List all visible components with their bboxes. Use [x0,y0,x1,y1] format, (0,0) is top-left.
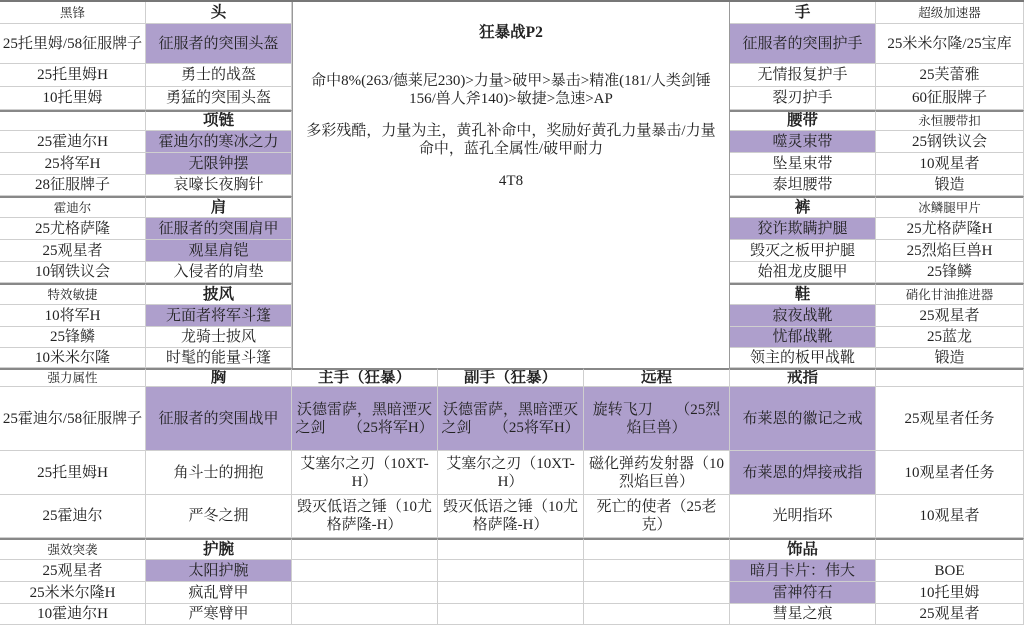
item-name-cell[interactable]: 狡诈欺瞒护腿 [730,218,876,240]
item-name-cell[interactable]: 忧郁战靴 [730,327,876,348]
item-source-cell[interactable]: 25观星者任务 [876,387,1024,451]
item-name-cell[interactable]: 观星肩铠 [146,240,292,262]
item-source-cell[interactable]: 25观星者 [0,560,146,582]
slot-header-cell[interactable]: 肩 [146,196,292,218]
item-source-cell[interactable]: 25托里姆H [0,451,146,495]
item-name-cell[interactable]: 霍迪尔的寒冰之力 [146,131,292,153]
empty-cell[interactable] [438,604,584,625]
item-name-cell[interactable]: 无情报复护手 [730,64,876,87]
item-name-cell[interactable]: 裂刃护手 [730,87,876,110]
weapon-item-cell[interactable]: 艾塞尔之刃（10XT-H） [292,451,438,495]
empty-cell[interactable] [438,538,584,560]
item-source-cell[interactable]: 28征服牌子 [0,175,146,196]
item-source-cell[interactable]: 25芙蕾雅 [876,64,1024,87]
item-name-cell[interactable]: 布莱恩的焊接戒指 [730,451,876,495]
item-source-cell[interactable]: 10米米尔隆 [0,348,146,368]
item-source-cell[interactable]: 10钢铁议会 [0,262,146,283]
empty-cell[interactable] [438,560,584,582]
slot-header-cell[interactable]: 饰品 [730,538,876,560]
item-name-cell[interactable]: 光明指环 [730,495,876,538]
item-source-cell[interactable]: 25观星者 [0,240,146,262]
slot-header-cell[interactable]: 头 [146,2,292,24]
item-source-cell[interactable]: 10托里姆 [876,582,1024,604]
section-note-cell[interactable]: 强效突袭 [0,538,146,560]
item-source-cell[interactable]: 25托里姆/58征服牌子 [0,24,146,64]
weapon-slot-header[interactable]: 远程 [584,368,730,387]
section-note-cell[interactable]: 黑锋 [0,2,146,24]
item-name-cell[interactable]: 无面者将军斗篷 [146,305,292,327]
section-note-cell[interactable]: 硝化甘油推进器 [876,283,1024,305]
item-name-cell[interactable]: 雷神符石 [730,582,876,604]
section-note-cell[interactable]: 永恒腰带扣 [876,110,1024,131]
weapon-item-cell[interactable]: 毁灭低语之锤（10尤格萨隆-H） [438,495,584,538]
item-name-cell[interactable]: 疯乱臂甲 [146,582,292,604]
empty-cell[interactable] [438,582,584,604]
item-source-cell[interactable]: 25米米尔隆H [0,582,146,604]
item-name-cell[interactable]: 征服者的突围战甲 [146,387,292,451]
item-source-cell[interactable]: 10观星者 [876,495,1024,538]
item-name-cell[interactable]: 龙骑士披风 [146,327,292,348]
item-name-cell[interactable]: 太阳护腕 [146,560,292,582]
item-name-cell[interactable]: 时髦的能量斗篷 [146,348,292,368]
weapon-item-cell[interactable]: 死亡的使者（25老克） [584,495,730,538]
item-name-cell[interactable]: 严寒臂甲 [146,604,292,625]
item-source-cell[interactable]: 10托里姆 [0,87,146,110]
empty-cell[interactable] [292,604,438,625]
item-name-cell[interactable]: 坠星束带 [730,153,876,175]
weapon-item-cell[interactable]: 艾塞尔之刃（10XT-H） [438,451,584,495]
item-name-cell[interactable]: 勇士的战盔 [146,64,292,87]
weapon-item-cell[interactable]: 旋转飞刀 （25烈焰巨兽） [584,387,730,451]
item-source-cell[interactable]: 25米米尔隆/25宝库 [876,24,1024,64]
item-source-cell[interactable]: 10霍迪尔H [0,604,146,625]
item-source-cell[interactable]: 25尤格萨隆H [876,218,1024,240]
item-source-cell[interactable]: 25霍迪尔 [0,495,146,538]
weapon-item-cell[interactable]: 沃德雷萨，黑暗湮灭之剑 （25将军H） [438,387,584,451]
slot-header-cell[interactable]: 手 [730,2,876,24]
weapon-item-cell[interactable]: 磁化弹药发射器（10烈焰巨兽） [584,451,730,495]
item-name-cell[interactable]: 征服者的突围头盔 [146,24,292,64]
slot-header-cell[interactable]: 护腕 [146,538,292,560]
item-name-cell[interactable]: 始祖龙皮腿甲 [730,262,876,283]
empty-cell[interactable] [584,604,730,625]
empty-cell[interactable] [584,560,730,582]
empty-cell[interactable] [584,538,730,560]
section-note-cell[interactable] [0,110,146,131]
item-source-cell[interactable]: 25观星者 [876,305,1024,327]
item-name-cell[interactable]: 征服者的突围护手 [730,24,876,64]
weapon-slot-header[interactable]: 副手（狂暴） [438,368,584,387]
item-name-cell[interactable]: 暗月卡片：伟大 [730,560,876,582]
slot-header-cell[interactable]: 胸 [146,368,292,387]
section-note-cell[interactable]: 特效敏捷 [0,283,146,305]
item-name-cell[interactable]: 布莱恩的徽记之戒 [730,387,876,451]
slot-header-cell[interactable]: 裤 [730,196,876,218]
item-source-cell[interactable]: 25将军H [0,153,146,175]
section-note-cell[interactable]: 强力属性 [0,368,146,387]
slot-header-cell[interactable]: 戒指 [730,368,876,387]
weapon-slot-header[interactable]: 主手（狂暴） [292,368,438,387]
empty-cell[interactable] [584,582,730,604]
section-note-cell[interactable]: 冰鳞腿甲片 [876,196,1024,218]
empty-cell[interactable] [292,538,438,560]
gem-advice: 多彩残酷，力量为主，黄孔补命中，奖励好黄孔力量暴击/力量命中，蓝孔全属性/破甲耐力 [306,123,716,157]
item-source-cell[interactable]: 25尤格萨隆 [0,218,146,240]
slot-header-cell[interactable]: 鞋 [730,283,876,305]
notes-cell[interactable] [292,64,730,368]
item-source-cell[interactable]: 25烈焰巨兽H [876,240,1024,262]
item-source-cell[interactable]: 10观星者 [876,153,1024,175]
item-name-cell[interactable]: 严冬之拥 [146,495,292,538]
section-note-cell[interactable] [876,538,1024,560]
item-source-cell[interactable]: 25观星者 [876,604,1024,625]
item-source-cell[interactable]: 60征服牌子 [876,87,1024,110]
item-name-cell[interactable]: 勇猛的突围头盔 [146,87,292,110]
section-note-cell[interactable] [876,368,1024,387]
weapon-item-cell[interactable]: 毁灭低语之锤（10尤格萨隆-H） [292,495,438,538]
item-name-cell[interactable]: 毁灭之板甲护腿 [730,240,876,262]
item-name-cell[interactable]: 彗星之痕 [730,604,876,625]
set-bonus: 4T8 [498,173,524,189]
item-name-cell[interactable]: 哀嚎长夜胸针 [146,175,292,196]
item-source-cell[interactable]: 25霍迪尔H [0,131,146,153]
weapon-item-cell[interactable]: 沃德雷萨，黑暗湮灭之剑 （25将军H） [292,387,438,451]
item-source-cell[interactable]: 25霍迪尔/58征服牌子 [0,387,146,451]
item-source-cell[interactable]: 25锋鳞 [876,262,1024,283]
item-source-cell[interactable]: 10将军H [0,305,146,327]
item-source-cell[interactable]: 25蓝龙 [876,327,1024,348]
item-source-cell[interactable]: 锻造 [876,175,1024,196]
item-source-cell[interactable]: 25锋鳞 [0,327,146,348]
item-name-cell[interactable]: 寂夜战靴 [730,305,876,327]
item-source-cell[interactable]: 25托里姆H [0,64,146,87]
item-name-cell[interactable]: 角斗士的拥抱 [146,451,292,495]
section-note-cell[interactable]: 霍迪尔 [0,196,146,218]
item-name-cell[interactable]: 无限钟摆 [146,153,292,175]
empty-cell[interactable] [292,560,438,582]
item-source-cell[interactable]: 10观星者任务 [876,451,1024,495]
slot-header-cell[interactable]: 腰带 [730,110,876,131]
item-name-cell[interactable]: 泰坦腰带 [730,175,876,196]
sheet-title[interactable]: 狂暴战P2 [292,2,730,64]
item-source-cell[interactable]: BOE [876,560,1024,582]
item-source-cell[interactable]: 25钢铁议会 [876,131,1024,153]
stat-priority: 命中8%(263/德莱尼230)>力量>破甲>暴击>精准(181/人类剑锤156/兽人斧140)>敏捷>急速>AP [311,73,711,107]
slot-header-cell[interactable]: 项链 [146,110,292,131]
slot-header-cell[interactable]: 披风 [146,283,292,305]
item-name-cell[interactable]: 征服者的突围肩甲 [146,218,292,240]
item-source-cell[interactable]: 锻造 [876,348,1024,368]
item-name-cell[interactable]: 领主的板甲战靴 [730,348,876,368]
item-name-cell[interactable]: 噬灵束带 [730,131,876,153]
item-name-cell[interactable]: 入侵者的肩垫 [146,262,292,283]
section-note-cell[interactable]: 超级加速器 [876,2,1024,24]
empty-cell[interactable] [292,582,438,604]
